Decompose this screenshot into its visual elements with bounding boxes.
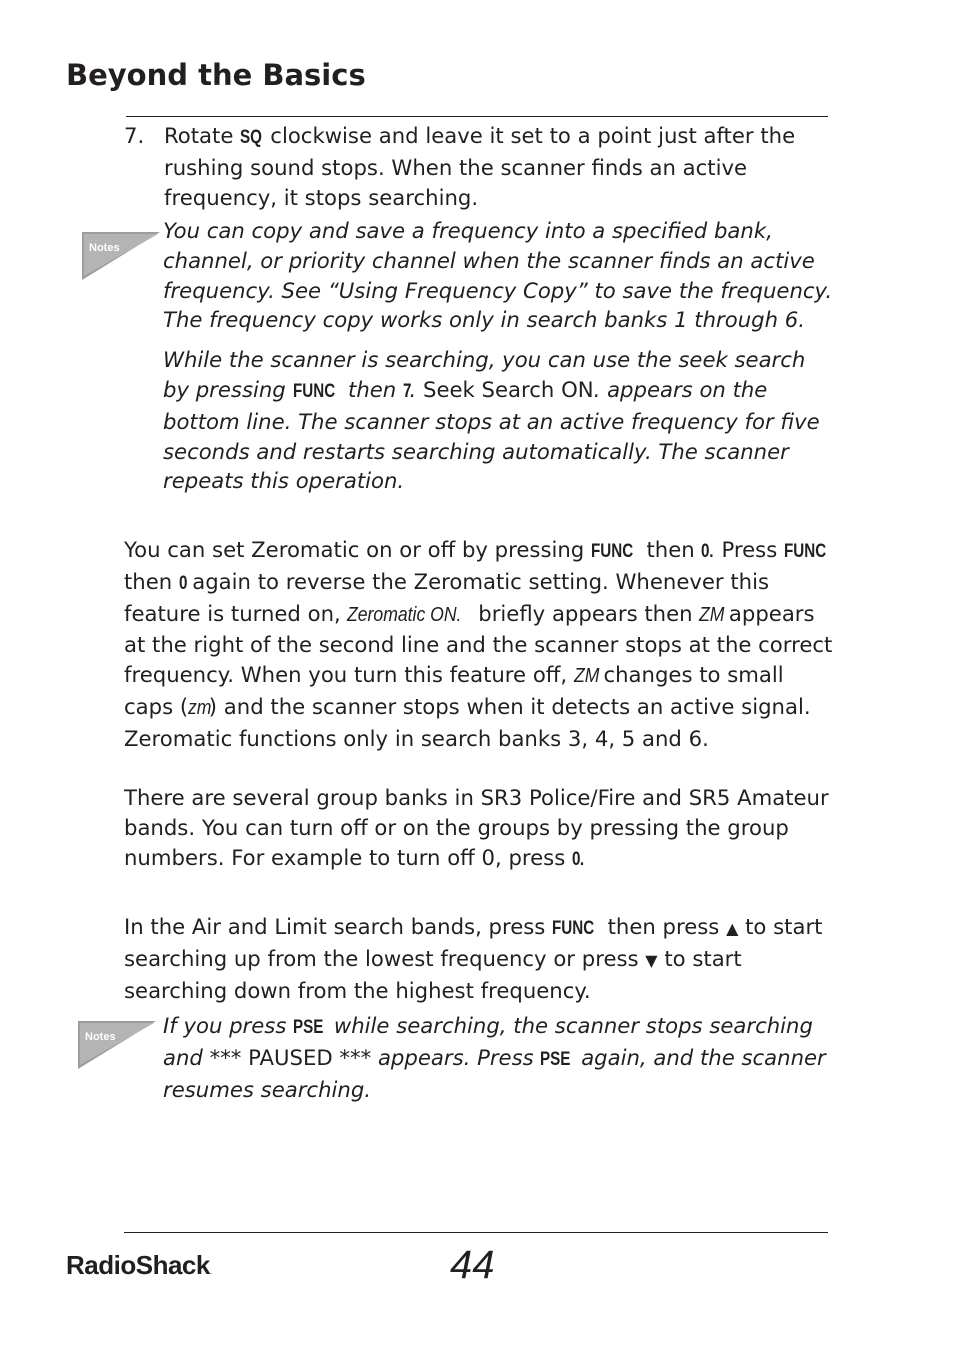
note-paragraph: You can copy and save a frequency into a specified bank, channel, or priority channel when the scanner finds an active frequency. See “Using Frequency Copy” to save the frequency. The frequency copy works only in search banks 1 through 6. (163, 218, 833, 333)
step-number: 7. (124, 123, 145, 148)
key-label: 0 (701, 541, 710, 562)
page-number: 44 (450, 1243, 495, 1287)
text-run: If you press (163, 1013, 294, 1038)
text-run: changes to small caps ( (124, 662, 784, 719)
display-text: ZM (699, 603, 725, 626)
brand-mark: . (209, 1267, 212, 1276)
step-7 (124, 121, 814, 212)
brand-name: RadioShack (66, 1250, 210, 1280)
text-run: . (578, 844, 586, 870)
key-label: PSE (540, 1048, 571, 1070)
key-label: FUNC (552, 918, 595, 939)
text-run: In the Air and Limit search bands, press (124, 914, 553, 939)
key-label: SQ (240, 127, 263, 148)
display-text: Zeromatic ON. (347, 603, 462, 626)
paragraph-air-search (124, 912, 834, 1005)
text-run: appears. Press (371, 1044, 541, 1070)
up-arrow-icon: ▲ (726, 919, 739, 938)
note-block-1 (163, 216, 833, 496)
text-run: . appears on the bottom line. The scanner stops at an active frequency for five seconds and restarts searching automatically. The scanner repeats this operation. (163, 376, 820, 494)
text-run: While the scanner is searching, you can use the seek search by pressing (163, 347, 806, 402)
key-label: 0 (572, 848, 581, 870)
notes-icon (80, 232, 160, 292)
text-run: then (124, 568, 179, 594)
text-run: . (409, 376, 424, 402)
radioshack-logo (66, 1250, 212, 1281)
key-label: 7 (402, 380, 412, 402)
display-text: Seek Search ON (423, 376, 594, 402)
text-run: Rotate (164, 123, 241, 148)
step-text (164, 121, 814, 212)
text-run: again to reverse the Zeromatic setting. Whenever this feature is turned on, (124, 568, 770, 626)
text-run: You can set Zeromatic on or off by pressing (124, 537, 591, 562)
header-divider (126, 116, 828, 117)
key-label: FUNC (590, 541, 634, 562)
text-run: then (639, 537, 702, 562)
text-run: then (341, 376, 403, 402)
footer-divider (124, 1232, 828, 1233)
text-run: ) and the scanner stops when it detects an active signal. Zeromatic functions only in search banks 3, 4, 5 and 6. (124, 693, 811, 751)
text-run: There are several group banks in SR3 Police/Fire and SR5 Amateur bands. You can turn off or on the groups by pressing the group numbers. For example to turn off 0, press (124, 785, 829, 870)
key-label: FUNC (292, 380, 335, 402)
notes-icon-label: Notes (85, 1031, 116, 1043)
paragraph-groups (124, 783, 834, 874)
note-paragraph (163, 345, 833, 496)
key-label: PSE (293, 1017, 324, 1038)
display-text: zm (188, 696, 212, 719)
text-run: to start searching up from the lowest frequency or press (124, 914, 823, 971)
text-run: while searching, the scanner stops searching and (163, 1013, 813, 1070)
key-label: 0 (178, 572, 188, 594)
notes-icon-label: Notes (89, 242, 120, 254)
text-run: clockwise and leave it set to a point just after the rushing sound stops. When the scanner finds an active frequency, it stops searching. (164, 123, 796, 210)
down-arrow-icon: ▼ (645, 950, 658, 970)
display-text: ZM (573, 665, 600, 688)
key-label: FUNC (783, 541, 827, 562)
notes-icon (76, 1021, 156, 1081)
section-title: Beyond the Basics (66, 58, 366, 92)
note-block-2 (163, 1011, 833, 1104)
text-run: to start searching down from the highest frequency. (124, 945, 742, 1003)
text-run: briefly appears then (471, 600, 700, 626)
paragraph-zeromatic (124, 535, 834, 754)
text-run: again, and the scanner resumes searching. (163, 1044, 826, 1102)
text-run: then press (600, 914, 727, 939)
text-run: . Press (708, 537, 784, 562)
display-text: *** PAUSED *** (209, 1044, 372, 1070)
text-run: appears at the right of the second line and the scanner stops at the correct frequency. When you turn this feature off, (124, 600, 833, 688)
